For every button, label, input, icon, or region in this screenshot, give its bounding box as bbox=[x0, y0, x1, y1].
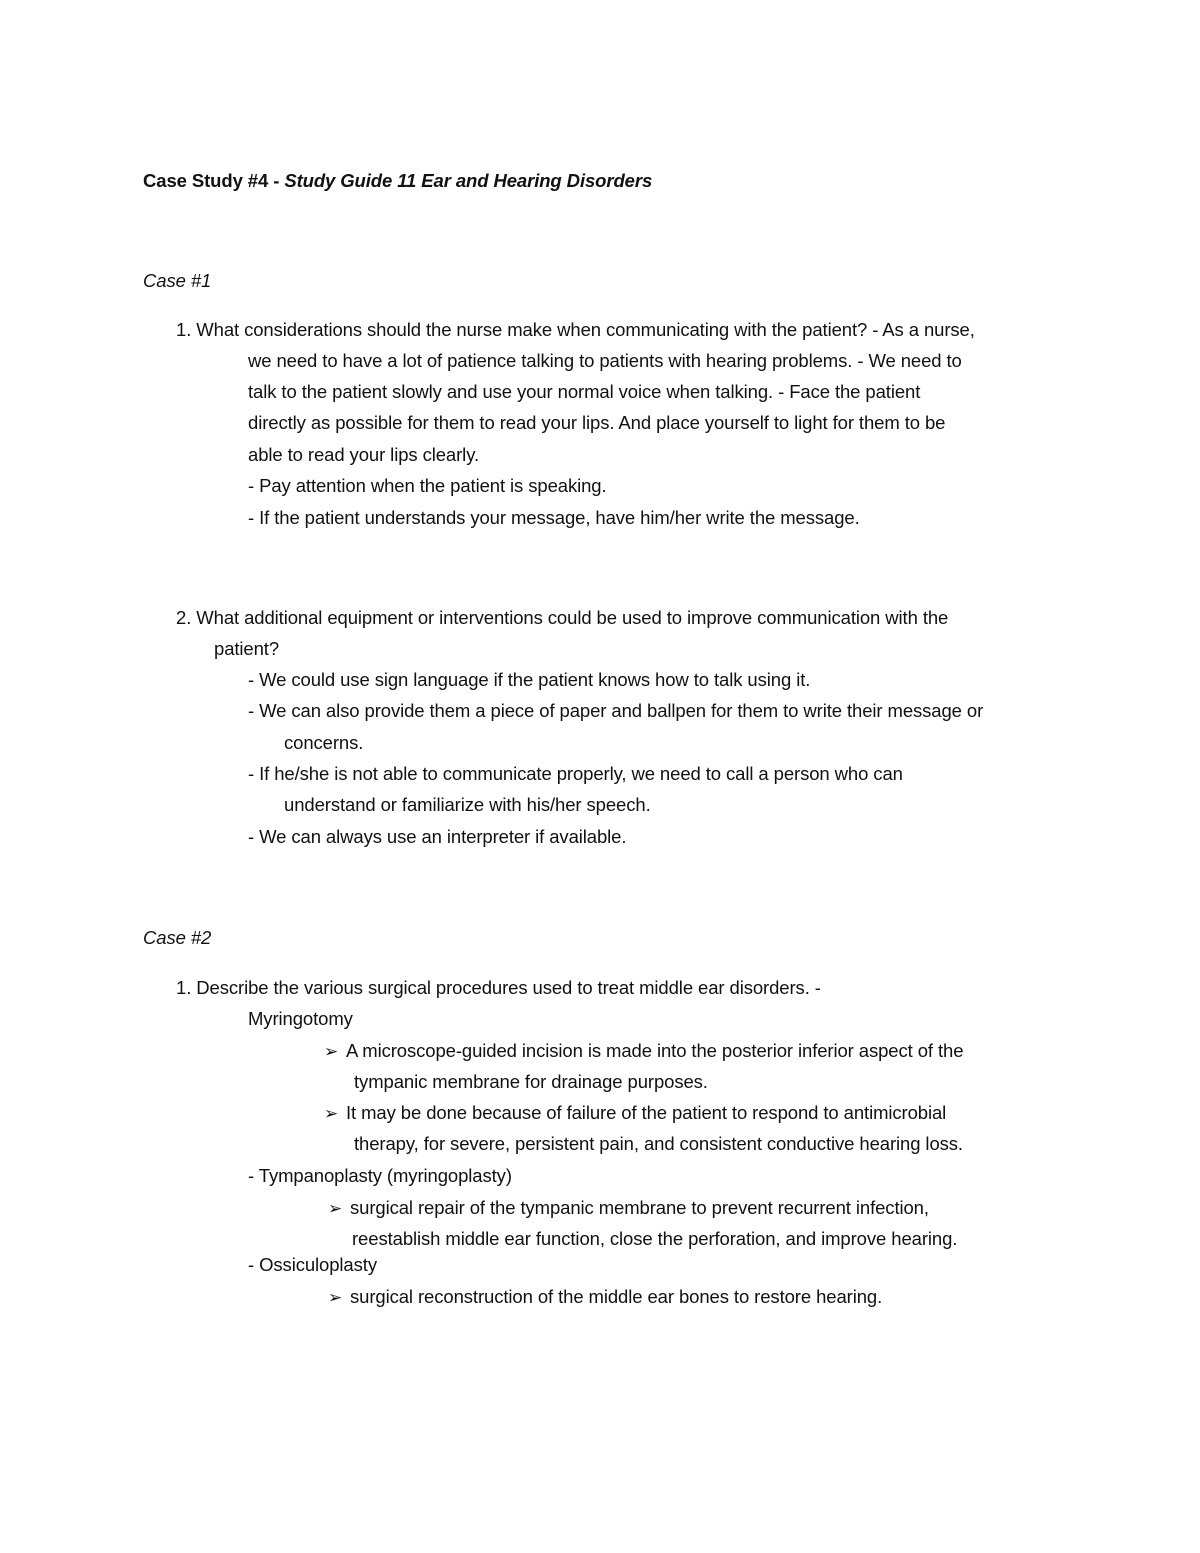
case-1-q1-line: - Pay attention when the patient is speaking. bbox=[248, 475, 607, 496]
case-2-heading: Case #2 bbox=[143, 927, 212, 948]
case-1-q2-line: understand or familiarize with his/her speech. bbox=[284, 794, 651, 815]
bullet-text: A microscope-guided incision is made into the posterior inferior aspect of the bbox=[346, 1040, 964, 1061]
bullet-item bbox=[324, 1039, 963, 1064]
case-1-q2-line: - We can always use an interpreter if available. bbox=[248, 826, 627, 847]
case-1-q2-line: - If he/she is not able to communicate properly, we need to call a person who can bbox=[248, 763, 903, 784]
bullet-item bbox=[324, 1101, 946, 1126]
case-1-q1-line: - If the patient understands your message, have him/her write the message. bbox=[248, 507, 860, 528]
case-1-q1-line: talk to the patient slowly and use your normal voice when talking. - Face the patient bbox=[248, 381, 921, 402]
case-2-q1-line: 1. Describe the various surgical procedures used to treat middle ear disorders. - bbox=[176, 977, 821, 998]
case-1-heading: Case #1 bbox=[143, 270, 212, 291]
bullet-continuation: therapy, for severe, persistent pain, and consistent conductive hearing loss. bbox=[354, 1133, 963, 1154]
arrow-bullet-icon: ➢ bbox=[324, 1042, 339, 1061]
arrow-bullet-icon: ➢ bbox=[328, 1199, 343, 1218]
case-2-q1-line: Myringotomy bbox=[248, 1008, 353, 1029]
bullet-item bbox=[328, 1196, 929, 1221]
document-title bbox=[143, 169, 652, 193]
case-1-q1-line: we need to have a lot of patience talking to patients with hearing problems. - We need to bbox=[248, 350, 962, 371]
case-1-q2-line: - We could use sign language if the patient knows how to talk using it. bbox=[248, 669, 811, 690]
arrow-bullet-icon: ➢ bbox=[328, 1288, 343, 1307]
bullet-text: surgical reconstruction of the middle ear bones to restore hearing. bbox=[350, 1286, 883, 1307]
bullet-continuation: reestablish middle ear function, close the perforation, and improve hearing. bbox=[352, 1228, 958, 1249]
case-1-q2-line: concerns. bbox=[284, 732, 364, 753]
bullet-text: It may be done because of failure of the patient to respond to antimicrobial bbox=[346, 1102, 947, 1123]
bullet-item bbox=[328, 1285, 882, 1310]
case-1-q1-line: directly as possible for them to read your lips. And place yourself to light for them to be bbox=[248, 412, 946, 433]
case-2-q1-line: - Tympanoplasty (myringoplasty) bbox=[248, 1165, 512, 1186]
bullet-continuation: tympanic membrane for drainage purposes. bbox=[354, 1071, 708, 1092]
case-1-q1-line: able to read your lips clearly. bbox=[248, 444, 480, 465]
case-2-q1-line: - Ossiculoplasty bbox=[248, 1254, 377, 1275]
case-1-q1-line: 1. What considerations should the nurse make when communicating with the patient? - As a nurse, bbox=[176, 319, 975, 340]
title-prefix: Case Study #4 - bbox=[143, 170, 285, 191]
case-1-q2-line: - We can also provide them a piece of paper and ballpen for them to write their message or bbox=[248, 700, 984, 721]
case-1-q2-line: 2. What additional equipment or interventions could be used to improve communication with the bbox=[176, 607, 949, 628]
case-1-q2-line: patient? bbox=[214, 638, 280, 659]
arrow-bullet-icon: ➢ bbox=[324, 1104, 339, 1123]
title-italic: Study Guide 11 Ear and Hearing Disorders bbox=[284, 170, 653, 191]
bullet-text: surgical repair of the tympanic membrane to prevent recurrent infection, bbox=[350, 1197, 929, 1218]
